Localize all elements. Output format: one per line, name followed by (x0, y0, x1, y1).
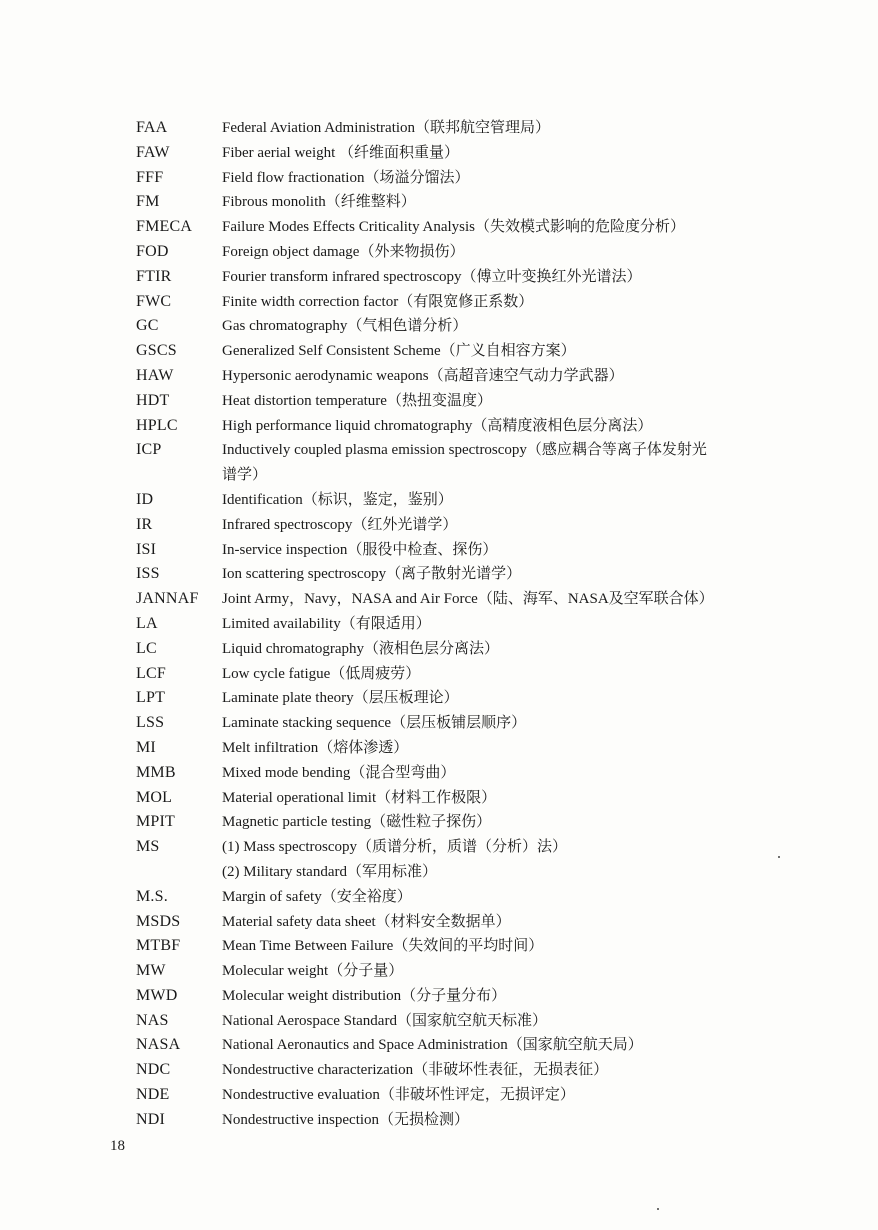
abbreviation-term: MSDS (136, 912, 181, 930)
scan-speck (657, 1208, 659, 1210)
glossary-entry (136, 488, 786, 513)
abbreviation-term: NDC (136, 1061, 171, 1079)
glossary-entry (136, 538, 786, 563)
glossary-entry (136, 959, 786, 984)
abbreviation-term: HAW (136, 366, 174, 384)
definition-line: Magnetic particle testing（磁性粒子探伤） (222, 814, 492, 831)
definition-line: Generalized Self Consistent Scheme（广义自相容方案） (222, 343, 576, 360)
abbreviation-term: GSCS (136, 342, 177, 360)
glossary-entry (136, 339, 786, 364)
abbreviation-term: LPT (136, 689, 166, 707)
abbreviation-list (136, 116, 786, 1133)
abbreviation-definition (222, 711, 786, 736)
definition-line: Liquid chromatography（液相色层分离法） (222, 640, 500, 657)
glossary-entry (136, 662, 786, 687)
abbreviation-definition (222, 662, 786, 687)
glossary-entry (136, 686, 786, 711)
definition-line: Fourier transform infrared spectroscopy（傅立叶变换红外光谱法） (222, 268, 642, 285)
abbreviation-term: LCF (136, 664, 166, 682)
glossary-entry (136, 885, 786, 910)
glossary-entry (136, 736, 786, 761)
abbreviation-term: MPIT (136, 813, 176, 831)
abbreviation-definition (222, 736, 786, 761)
glossary-entry (136, 215, 786, 240)
definition-line: Material safety data sheet（材料安全数据单） (222, 913, 511, 930)
abbreviation-term: FFF (136, 168, 164, 186)
definition-line: National Aeronautics and Space Administration（国家航空航天局） (222, 1037, 643, 1054)
abbreviation-term: FAW (136, 143, 170, 161)
abbreviation-definition (222, 959, 786, 984)
abbreviation-term: MS (136, 838, 160, 856)
definition-line: (2) Military standard（军用标准） (222, 863, 437, 880)
abbreviation-term: FOD (136, 242, 169, 260)
glossary-entry (136, 240, 786, 265)
glossary-entry (136, 166, 786, 191)
definition-line: Material operational limit（材料工作极限） (222, 789, 497, 806)
glossary-entry (136, 984, 786, 1009)
glossary-entry (136, 835, 786, 885)
definition-line: Mixed mode bending（混合型弯曲） (222, 764, 456, 781)
abbreviation-definition (222, 414, 786, 439)
definition-line: Ion scattering spectroscopy（离子散射光谱学） (222, 566, 522, 583)
abbreviation-term: NASA (136, 1036, 181, 1054)
abbreviation-term: JANNAF (136, 590, 199, 608)
glossary-entry (136, 389, 786, 414)
definition-line: Infrared spectroscopy（红外光谱学） (222, 516, 458, 533)
definition-line: Molecular weight distribution（分子量分布） (222, 987, 507, 1004)
abbreviation-definition (222, 364, 786, 389)
definition-line: Federal Aviation Administration（联邦航空管理局） (222, 120, 551, 136)
abbreviation-definition (222, 240, 786, 265)
definition-line: Laminate stacking sequence（层压板铺层顺序） (222, 715, 527, 732)
abbreviation-definition (222, 885, 786, 910)
abbreviation-term: LSS (136, 714, 165, 732)
definition-line: Laminate plate theory（层压板理论） (222, 690, 459, 707)
glossary-entry (136, 587, 786, 612)
abbreviation-definition (222, 934, 786, 959)
abbreviation-definition (222, 1108, 786, 1133)
abbreviation-term: FAA (136, 119, 168, 136)
definition-line: Mean Time Between Failure（失效间的平均时间） (222, 938, 544, 955)
definition-line: Nondestructive evaluation（非破坏性评定，无损评定） (222, 1087, 575, 1104)
definition-line: Nondestructive inspection（无损检测） (222, 1111, 470, 1128)
abbreviation-term: IR (136, 515, 153, 533)
definition-line: Identification（标识，鉴定，鉴别） (222, 491, 453, 508)
glossary-entry (136, 711, 786, 736)
glossary-entry (136, 265, 786, 290)
glossary-entry (136, 513, 786, 538)
definition-line: Gas chromatography（气相色谱分析） (222, 318, 468, 335)
definition-line: National Aerospace Standard（国家航空航天标准） (222, 1012, 547, 1029)
abbreviation-term: M.S. (136, 887, 168, 905)
abbreviation-definition (222, 1033, 786, 1058)
glossary-entry (136, 562, 786, 587)
abbreviation-term: MI (136, 738, 156, 756)
abbreviation-definition (222, 116, 786, 141)
abbreviation-definition (222, 314, 786, 339)
glossary-entry (136, 786, 786, 811)
abbreviation-term: LC (136, 639, 157, 657)
abbreviation-term: FM (136, 193, 160, 211)
glossary-entry (136, 141, 786, 166)
glossary-entry (136, 314, 786, 339)
glossary-entry (136, 290, 786, 315)
abbreviation-definition (222, 1009, 786, 1034)
definition-line: High performance liquid chromatography（高精度液相色层分离法） (222, 417, 653, 434)
definition-line: 谱学） (222, 467, 268, 484)
glossary-entry (136, 364, 786, 389)
abbreviation-term: ISI (136, 540, 157, 558)
definition-line: In-service inspection（服役中检查、探伤） (222, 541, 498, 558)
abbreviation-definition (222, 761, 786, 786)
glossary-entry (136, 1058, 786, 1083)
glossary-entry (136, 1033, 786, 1058)
glossary-entry (136, 1083, 786, 1108)
abbreviation-definition (222, 1058, 786, 1083)
abbreviation-definition (222, 166, 786, 191)
abbreviation-definition (222, 538, 786, 563)
definition-line: Nondestructive characterization（非破坏性表征，无损表征） (222, 1062, 609, 1079)
abbreviation-term: MWD (136, 986, 178, 1004)
definition-line: Limited availability（有限适用） (222, 615, 431, 632)
abbreviation-definition (222, 686, 786, 711)
abbreviation-definition (222, 637, 786, 662)
abbreviation-definition (222, 612, 786, 637)
abbreviation-definition (222, 513, 786, 538)
abbreviation-definition (222, 810, 786, 835)
abbreviation-definition (222, 984, 786, 1009)
glossary-entry (136, 612, 786, 637)
abbreviation-term: MMB (136, 763, 176, 781)
glossary-entry (136, 910, 786, 935)
glossary-entry (136, 761, 786, 786)
abbreviation-term: HPLC (136, 416, 178, 434)
glossary-entry (136, 934, 786, 959)
glossary-entry (136, 190, 786, 215)
abbreviation-definition (222, 488, 786, 513)
abbreviation-definition (222, 190, 786, 215)
abbreviation-definition (222, 910, 786, 935)
abbreviation-term: ID (136, 490, 154, 508)
definition-line: Failure Modes Effects Criticality Analysis（失效模式影响的危险度分析） (222, 219, 686, 236)
abbreviation-term: NDI (136, 1110, 166, 1128)
abbreviation-term: FMECA (136, 218, 193, 236)
definition-line: Molecular weight（分子量） (222, 963, 404, 980)
definition-line: Melt infiltration（熔体渗透） (222, 739, 409, 756)
abbreviation-definition (222, 215, 786, 240)
glossary-entry (136, 116, 786, 141)
abbreviation-definition (222, 1083, 786, 1108)
definition-line: (1) Mass spectroscopy（质谱分析，质谱（分析）法） (222, 839, 567, 856)
glossary-entry (136, 414, 786, 439)
glossary-entry (136, 438, 786, 488)
page-number: 18 (110, 1138, 125, 1154)
abbreviation-term: HDT (136, 391, 170, 409)
abbreviation-definition (222, 290, 786, 315)
definition-line: Low cycle fatigue（低周疲劳） (222, 665, 421, 682)
abbreviation-term: FTIR (136, 267, 172, 285)
abbreviation-term: ISS (136, 565, 160, 583)
glossary-entry (136, 1009, 786, 1034)
definition-line: Fibrous monolith（纤维整料） (222, 194, 416, 211)
definition-line: Joint Army，Navy，NASA and Air Force（陆、海军、NASA及空军联合体） (222, 591, 714, 608)
definition-line: Hypersonic aerodynamic weapons（高超音速空气动力学武器） (222, 367, 624, 384)
abbreviation-term: NAS (136, 1011, 169, 1029)
definition-line: Field flow fractionation（场溢分馏法） (222, 169, 470, 186)
abbreviation-term: GC (136, 317, 159, 335)
abbreviation-definition (222, 587, 786, 612)
glossary-entry (136, 637, 786, 662)
glossary-entry (136, 810, 786, 835)
abbreviation-definition (222, 141, 786, 166)
definition-line: Foreign object damage（外来物损伤） (222, 243, 465, 260)
abbreviation-definition (222, 835, 786, 885)
abbreviation-definition (222, 389, 786, 414)
abbreviation-definition (222, 438, 786, 488)
scan-speck (778, 856, 780, 858)
definition-line: Finite width correction factor（有限宽修正系数） (222, 293, 534, 310)
abbreviation-definition (222, 339, 786, 364)
definition-line: Margin of safety（安全裕度） (222, 888, 412, 905)
abbreviation-term: ICP (136, 441, 162, 459)
abbreviation-term: MW (136, 962, 166, 980)
definition-line: Heat distortion temperature（热扭变温度） (222, 392, 492, 409)
definition-line: Inductively coupled plasma emission spectroscopy（感应耦合等离子体发射光 (222, 442, 707, 459)
abbreviation-term: MTBF (136, 937, 181, 955)
abbreviation-term: MOL (136, 788, 173, 806)
glossary-entry (136, 1108, 786, 1133)
abbreviation-definition (222, 786, 786, 811)
definition-line: Fiber aerial weight （纤维面积重量） (222, 144, 460, 161)
abbreviation-definition (222, 265, 786, 290)
abbreviation-term: NDE (136, 1086, 170, 1104)
abbreviation-term: FWC (136, 292, 172, 310)
abbreviation-definition (222, 562, 786, 587)
abbreviation-term: LA (136, 614, 158, 632)
